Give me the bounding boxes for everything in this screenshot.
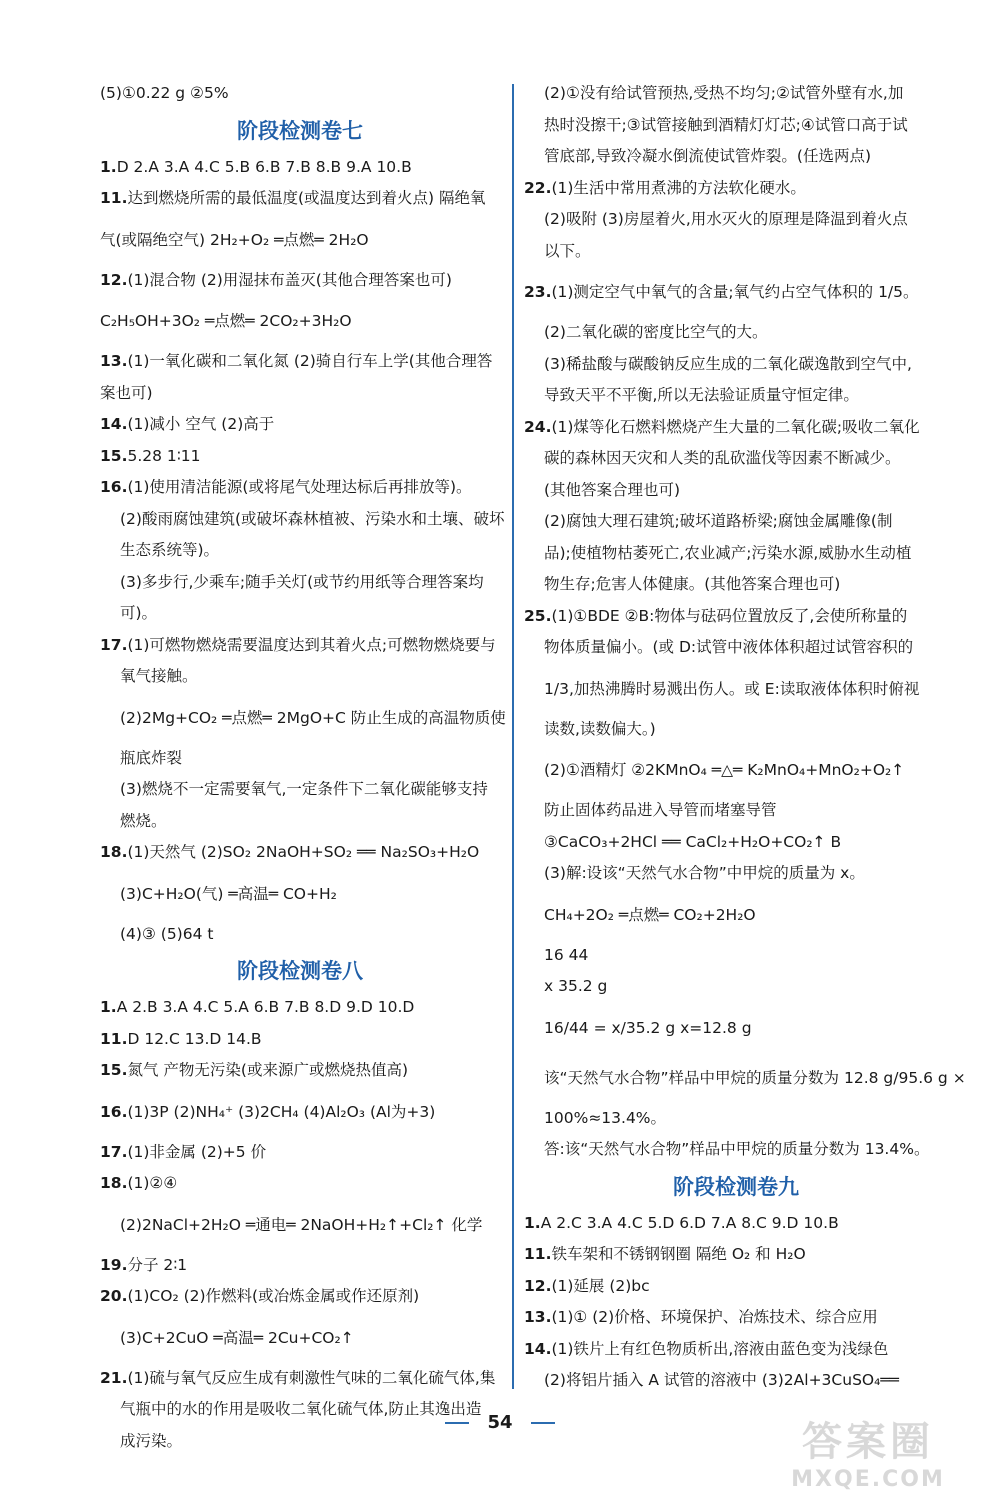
answer-line <box>524 1134 948 1166</box>
answer-line <box>100 1200 500 1250</box>
answer-text: 氮气 产物无污染(或来源广或燃烧热值高) <box>127 1061 408 1079</box>
answer-text: (5)①0.22 g ②5% <box>100 84 229 102</box>
answer-line <box>100 567 500 599</box>
answer-line <box>524 890 948 940</box>
answer-line <box>100 441 500 473</box>
answer-text: (2)2NaCl+2H₂O ═通电═ 2NaOH+H₂↑+Cl₂↑ 化学 <box>120 1215 483 1234</box>
answer-line <box>100 1024 500 1056</box>
answer-line <box>524 236 948 268</box>
answer-text: (3)多步行,少乘车;随手关灯(或节约用纸等合理答案均 <box>120 572 484 591</box>
answer-text: (2)2Mg+CO₂ ═点燃═ 2MgO+C 防止生成的高温物质使 <box>120 708 506 727</box>
question-number: 15. <box>100 446 128 465</box>
answer-line <box>100 1281 500 1313</box>
question-number: 12. <box>100 270 128 289</box>
answer-line <box>524 714 948 746</box>
answer-text: 物体质量偏小。(或 D:试管中液体体积超过试管容积的 <box>544 638 914 656</box>
question-number: 25. <box>524 606 552 625</box>
answer-text: A 2.B 3.A 4.C 5.A 6.B 7.B 8.D 9.D 10.D <box>116 998 415 1016</box>
question-number: 20. <box>100 1287 128 1305</box>
answer-line <box>524 827 948 859</box>
answer-line <box>524 506 948 538</box>
answer-text: (3)稀盐酸与碳酸钠反应生成的二氧化碳逸散到空气中, <box>544 354 912 373</box>
answer-line <box>524 664 948 714</box>
answer-text: D 12.C 13.D 14.B <box>127 1029 262 1048</box>
question-number: 18. <box>100 843 128 861</box>
answer-line <box>100 1250 500 1282</box>
answer-text: (1)减小 空气 (2)高于 <box>127 415 275 433</box>
answer-line <box>100 472 500 504</box>
answer-line <box>100 630 500 662</box>
answer-text: 可)。 <box>120 604 158 622</box>
answer-text: 气(或隔绝空气) 2H₂+O₂ ═点燃═ 2H₂O <box>100 230 369 249</box>
answer-text: 碳的森林因天灾和人类的乱砍滥伐等因素不断减少。 <box>544 449 901 467</box>
question-number: 16. <box>100 1102 128 1121</box>
answer-line <box>524 141 948 173</box>
answer-text: (2)酸雨腐蚀建筑(或破坏森林植被、污染水和土壤、破坏 <box>120 509 505 528</box>
question-number: 17. <box>100 635 128 654</box>
answer-text: (1)煤等化石燃料燃烧产生大量的二氧化碳;吸收二氧化 <box>551 417 920 436</box>
answer-text: (其他答案合理也可) <box>544 480 681 499</box>
answer-line <box>524 795 948 827</box>
answer-text: C₂H₅OH+3O₂ ═点燃═ 2CO₂+3H₂O <box>100 312 352 330</box>
answer-text: (1)延展 (2)bc <box>551 1276 650 1295</box>
answer-line <box>100 265 500 297</box>
answer-text: (1)非金属 (2)+5 价 <box>127 1142 267 1161</box>
answer-text: (2)①没有给试管预热,受热不均匀;②试管外壁有水,加 <box>544 84 904 102</box>
answer-text: 16/44 = x/35.2 g x=12.8 g <box>544 1018 752 1037</box>
answer-text: 气瓶中的水的作用是吸收二氧化硫气体,防止其逸出造 <box>120 1400 482 1418</box>
answer-line <box>524 317 948 349</box>
answer-line <box>524 1208 948 1240</box>
answer-text: (4)③ (5)64 t <box>120 924 214 943</box>
answer-text: (2)将铝片插入 A 试管的溶液中 (3)2Al+3CuSO₄══ <box>544 1371 899 1389</box>
answer-line <box>100 78 500 110</box>
answer-text: (2)二氧化碳的密度比空气的大。 <box>544 323 768 341</box>
answer-line <box>100 378 500 410</box>
footer-dash-right <box>531 1422 555 1424</box>
answer-text: (3)解:设该“天然气水合物”中甲烷的质量为 x。 <box>544 864 865 882</box>
answer-text: (1)测定空气中氧气的含量;氧气约占空气体积的 1/5。 <box>551 283 919 301</box>
answer-text: (1)CO₂ (2)作燃料(或冶炼金属或作还原剂) <box>127 1287 420 1305</box>
answer-text: (1)使用清洁能源(或将尾气处理达标后再排放等)。 <box>127 478 472 496</box>
answer-line <box>524 380 948 412</box>
answer-line <box>524 1334 948 1366</box>
answer-line <box>524 173 948 205</box>
answer-text: CH₄+2O₂ ═点燃═ CO₂+2H₂O <box>544 905 756 924</box>
section-heading: 阶段检测卷七 <box>237 118 363 143</box>
answer-text: (1)铁片上有红色物质析出,溶液由蓝色变为浅绿色 <box>551 1339 889 1358</box>
answer-text: 瓶底炸裂 <box>120 748 183 767</box>
question-number: 14. <box>524 1339 552 1358</box>
answer-text: 读数,读数偏大。) <box>544 719 656 738</box>
answer-text: D 2.A 3.A 4.C 5.B 6.B 7.B 8.B 9.A 10.B <box>116 157 412 176</box>
question-number: 19. <box>100 1255 128 1274</box>
answer-text: 热时没擦干;③试管接触到酒精灯灯芯;④试管口高于试 <box>544 115 908 134</box>
answer-text: (1)① (2)价格、环境保护、冶炼技术、综合应用 <box>551 1308 878 1326</box>
answer-line <box>524 538 948 570</box>
question-number: 23. <box>524 283 552 301</box>
answer-text: (1)硫与氧气反应生成有刺激性气味的二氧化硫气体,集 <box>127 1368 496 1387</box>
answer-text: 燃烧。 <box>120 811 167 830</box>
answer-text: 物生存;危害人体健康。(其他答案合理也可) <box>544 575 841 593</box>
answer-text: (1)混合物 (2)用湿抹布盖灭(其他合理答案也可) <box>127 270 452 289</box>
answer-text: 16 44 <box>544 945 589 964</box>
question-number: 24. <box>524 417 552 436</box>
answer-text: 1/3,加热沸腾时易溅出伤人。或 E:读取液体体积时俯视 <box>544 679 920 698</box>
answer-line <box>100 806 500 838</box>
answer-line <box>524 349 948 381</box>
answer-text: 100%≈13.4%。 <box>544 1108 667 1127</box>
answer-text: (1)可燃物燃烧需要温度达到其着火点;可燃物燃烧要与 <box>127 635 496 654</box>
answer-line <box>100 919 500 951</box>
answer-line <box>524 745 948 795</box>
answer-line <box>524 858 948 890</box>
answer-line <box>524 412 948 444</box>
answer-line <box>100 183 500 215</box>
answer-line <box>100 837 500 869</box>
answer-text: 成污染。 <box>120 1431 183 1450</box>
answer-line <box>524 1365 948 1397</box>
answer-text: 案也可) <box>100 383 153 402</box>
answer-line <box>524 475 948 507</box>
question-number: 22. <box>524 178 552 197</box>
answer-text: 铁车架和不锈钢钢圈 隔绝 O₂ 和 H₂O <box>551 1245 806 1263</box>
question-number: 1. <box>524 1213 541 1232</box>
answer-text: (1)天然气 (2)SO₂ 2NaOH+SO₂ ══ Na₂SO₃+H₂O <box>127 843 480 861</box>
answer-line <box>100 152 500 184</box>
answer-text: (1)①BDE ②B:物体与砝码位置放反了,会使所称量的 <box>551 606 908 625</box>
answer-text: 导致天平不平衡,所以无法验证质量守恒定律。 <box>544 386 859 404</box>
footer-dash-left <box>445 1422 469 1424</box>
watermark-line1: 答案圈 <box>802 1419 934 1465</box>
question-number: 16. <box>100 478 128 496</box>
question-number: 18. <box>100 1174 128 1192</box>
answer-line <box>100 774 500 806</box>
answer-line <box>524 1271 948 1303</box>
section-heading: 阶段检测卷九 <box>673 1174 799 1199</box>
column-divider <box>512 84 514 1389</box>
answer-text: 品);使植物枯萎死亡,农业减产;污染水源,威胁水生动植 <box>544 543 912 562</box>
answer-text: 氧气接触。 <box>120 667 198 685</box>
answer-line <box>100 1363 500 1395</box>
answer-text: 以下。 <box>544 241 591 260</box>
answer-line <box>100 661 500 693</box>
answer-line <box>100 1087 500 1137</box>
question-number: 13. <box>100 352 128 370</box>
answer-line <box>100 1137 500 1169</box>
question-number: 1. <box>100 998 117 1016</box>
answer-line <box>524 1053 966 1103</box>
answer-line <box>524 601 948 633</box>
answer-line <box>100 535 500 567</box>
question-number: 13. <box>524 1308 552 1326</box>
question-number: 11. <box>100 1029 128 1048</box>
answer-line <box>100 992 500 1024</box>
answer-text: 管底部,导致冷凝水倒流使试管炸裂。(任选两点) <box>544 147 872 165</box>
answer-text: A 2.C 3.A 4.C 5.D 6.D 7.A 8.C 9.D 10.B <box>540 1213 839 1232</box>
answer-line <box>100 1313 500 1363</box>
answer-line <box>524 1239 948 1271</box>
answer-line <box>100 296 500 346</box>
left-column <box>100 78 506 1457</box>
answer-line <box>100 598 500 630</box>
answer-line <box>524 569 948 601</box>
section-heading: 阶段检测卷八 <box>237 959 363 983</box>
right-column <box>524 78 966 1397</box>
answer-line <box>524 204 948 236</box>
answer-text: 生态系统等)。 <box>120 541 220 559</box>
answer-line <box>100 743 500 775</box>
answer-text: (3)C+H₂O(气) ═高温═ CO+H₂ <box>120 884 337 903</box>
watermark-logo <box>778 1410 958 1490</box>
answer-line <box>524 110 948 142</box>
question-number: 21. <box>100 1368 128 1387</box>
answer-text: ③CaCO₃+2HCl ══ CaCl₂+H₂O+CO₂↑ B <box>544 832 842 851</box>
answer-line <box>524 78 948 110</box>
answer-line <box>524 1003 948 1053</box>
answer-line <box>100 409 500 441</box>
answer-line <box>100 1055 500 1087</box>
question-number: 14. <box>100 415 128 433</box>
answer-text: (2)腐蚀大理石建筑;破坏道路桥梁;腐蚀金属雕像(制 <box>544 512 893 530</box>
answer-text: 答:该“天然气水合物”样品中甲烷的质量分数为 13.4%。 <box>544 1140 930 1158</box>
answer-line <box>100 693 506 743</box>
question-number: 11. <box>100 189 128 207</box>
question-number: 17. <box>100 1142 128 1161</box>
answer-text: 该“天然气水合物”样品中甲烷的质量分数为 12.8 g/95.6 g × <box>544 1068 966 1087</box>
answer-text: 达到燃烧所需的最低温度(或温度达到着火点) 隔绝氧 <box>127 189 486 207</box>
answer-line <box>524 1302 948 1334</box>
answer-text: (1)3P (2)NH₄⁺ (3)2CH₄ (4)Al₂O₃ (Al为+3) <box>127 1102 436 1121</box>
answer-line <box>524 940 948 972</box>
answer-line <box>524 1103 948 1135</box>
answer-line <box>100 869 500 919</box>
answer-text: (1)生活中常用煮沸的方法软化硬水。 <box>551 178 806 197</box>
answer-line <box>100 346 500 378</box>
answer-text: 防止固体药品进入导管而堵塞导管 <box>544 801 777 819</box>
answer-text: (1)一氧化碳和二氧化氮 (2)骑自行车上学(其他合理答 <box>127 352 493 370</box>
question-number: 15. <box>100 1061 128 1079</box>
answer-text: (3)燃烧不一定需要氧气,一定条件下二氧化碳能够支持 <box>120 780 488 798</box>
answer-text: 分子 2∶1 <box>127 1255 188 1274</box>
page-number: 54 <box>487 1412 513 1433</box>
answer-line <box>524 632 948 664</box>
question-number: 12. <box>524 1276 552 1295</box>
answer-text: (1)②④ <box>127 1174 178 1192</box>
answer-line <box>524 267 948 317</box>
answer-text: (3)C+2CuO ═高温═ 2Cu+CO₂↑ <box>120 1328 354 1347</box>
answer-line <box>524 443 948 475</box>
question-number: 11. <box>524 1245 552 1263</box>
answer-line <box>100 1168 500 1200</box>
answer-line <box>100 504 505 536</box>
answer-line <box>100 215 500 265</box>
question-number: 1. <box>100 157 117 176</box>
answer-text: 5.28 1∶11 <box>127 446 201 465</box>
answer-text: x 35.2 g <box>544 977 608 995</box>
answer-text: (2)吸附 (3)房屋着火,用水灭火的原理是降温到着火点 <box>544 210 908 228</box>
answer-text: (2)①酒精灯 ②2KMnO₄ ═△═ K₂MnO₄+MnO₂+O₂↑ <box>544 761 905 779</box>
watermark-line2: MXQE.COM <box>791 1467 945 1492</box>
answer-line <box>524 971 948 1003</box>
